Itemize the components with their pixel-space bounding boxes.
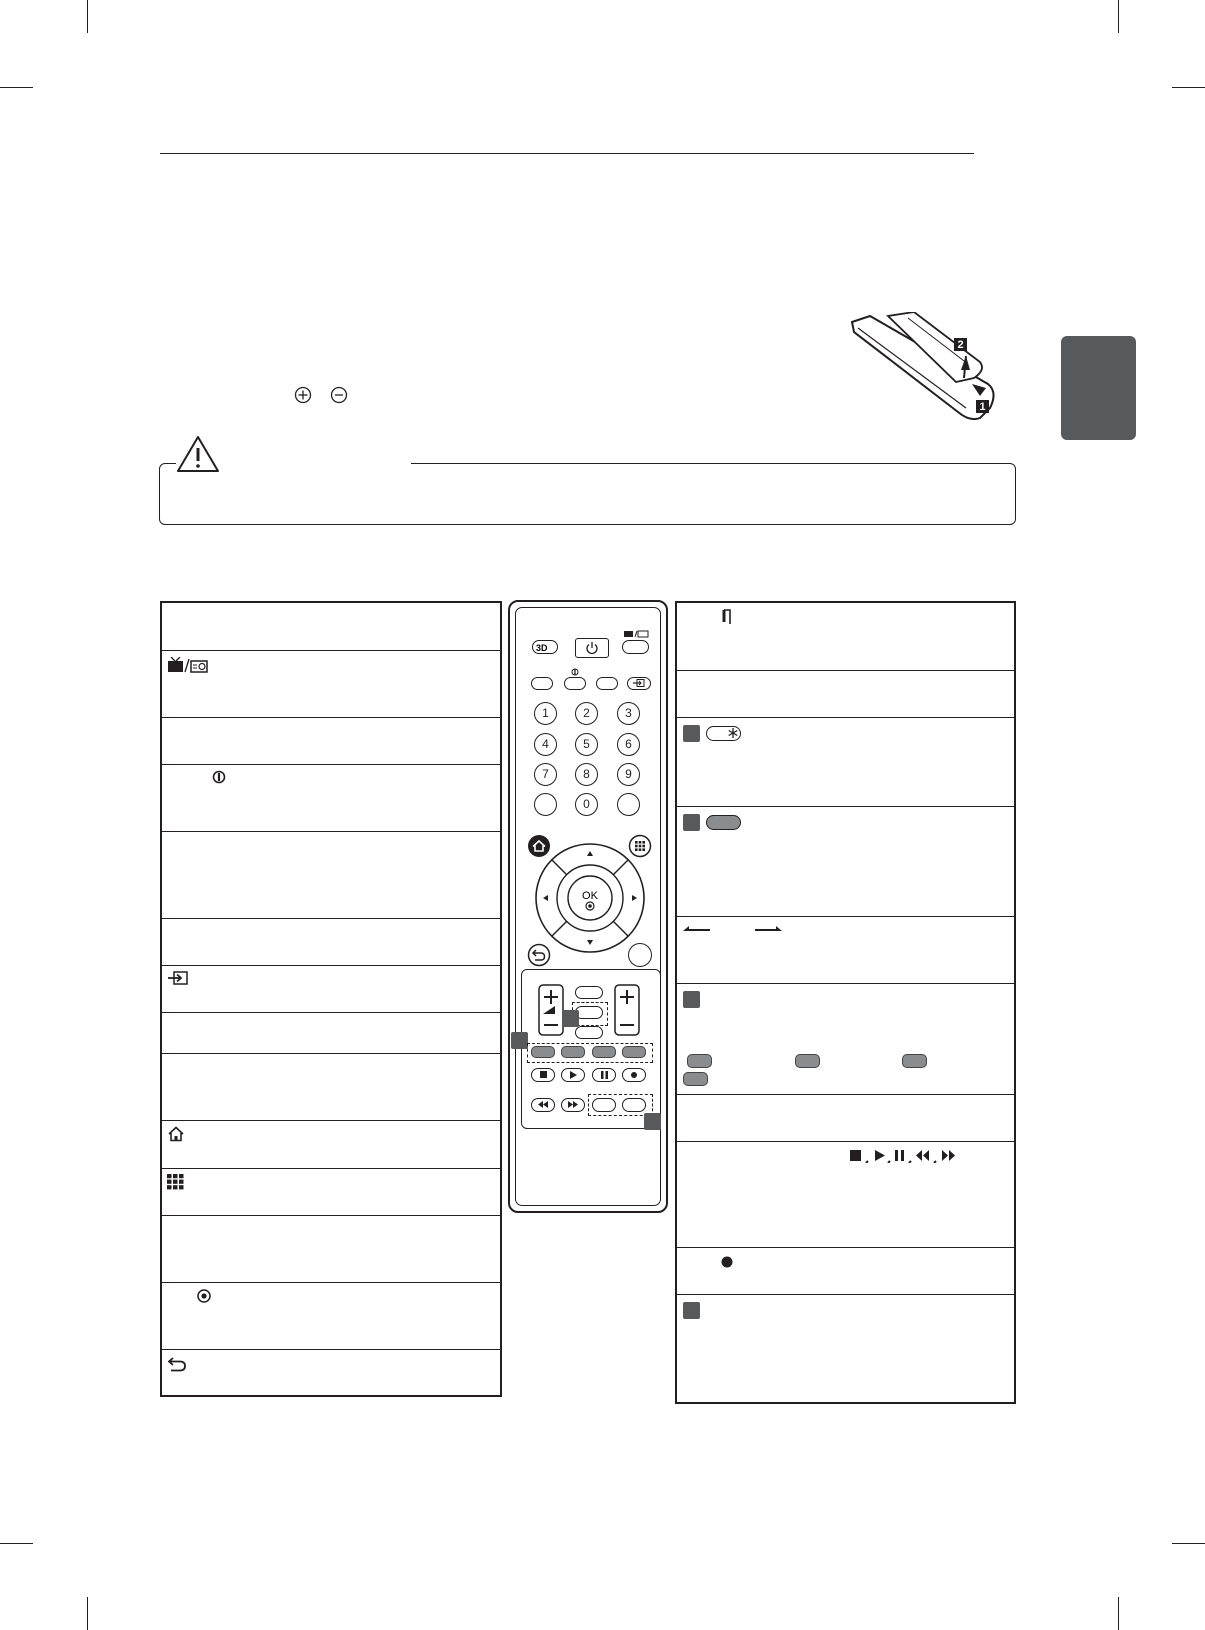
remote-stop-button bbox=[531, 1068, 555, 1082]
remote-button bbox=[596, 677, 618, 690]
stop-icon bbox=[540, 1071, 547, 1078]
language-tab bbox=[1061, 336, 1136, 440]
header-rule bbox=[160, 153, 974, 154]
callout-badge bbox=[562, 1010, 579, 1027]
color-key-red bbox=[531, 1046, 555, 1058]
grey-pill-button-icon bbox=[706, 815, 741, 830]
remote-num-5: 5 bbox=[575, 733, 598, 756]
table-row bbox=[162, 1013, 500, 1054]
fast-forward-icon bbox=[568, 1101, 578, 1108]
table-row bbox=[162, 718, 500, 765]
callout-badge bbox=[683, 1302, 700, 1319]
remote-num-0: 0 bbox=[575, 793, 598, 816]
callout-badge bbox=[683, 814, 700, 831]
input-icon bbox=[633, 679, 645, 687]
step-2-label: 2 bbox=[957, 339, 964, 351]
3d-icon bbox=[536, 642, 554, 652]
table-row bbox=[162, 651, 500, 718]
color-key-yellow bbox=[592, 1046, 616, 1058]
table-row bbox=[677, 603, 1014, 671]
table-row bbox=[677, 1295, 1014, 1402]
record-dot-icon bbox=[631, 1072, 637, 1078]
remote-subtitle-button bbox=[592, 1098, 616, 1112]
color-key-green bbox=[795, 1054, 820, 1068]
ok-label: OK bbox=[582, 890, 598, 902]
crop-mark bbox=[0, 87, 33, 88]
back-arrow-icon bbox=[167, 1356, 187, 1372]
grid-icon bbox=[167, 1174, 184, 1190]
crop-mark bbox=[87, 1597, 88, 1630]
table-row bbox=[677, 807, 1014, 917]
remote-num-8: 8 bbox=[575, 763, 598, 786]
mute-button-icon bbox=[706, 726, 741, 741]
callout-badge bbox=[683, 991, 700, 1008]
remote-num-6: 6 bbox=[617, 733, 640, 756]
table-row bbox=[677, 1142, 1014, 1248]
input-icon bbox=[167, 971, 189, 986]
record-dot-icon bbox=[721, 1256, 733, 1268]
table-row bbox=[677, 917, 1014, 984]
tv-radio-icon bbox=[167, 657, 209, 673]
table-row bbox=[162, 919, 500, 966]
remote-rewind-button bbox=[531, 1098, 555, 1112]
remote-button bbox=[622, 1098, 646, 1112]
q-menu-icon bbox=[722, 609, 732, 625]
remote-power-button bbox=[575, 638, 609, 658]
playback-controls-icon bbox=[848, 1149, 958, 1163]
battery-cover-illustration bbox=[848, 312, 1000, 432]
left-arrow-icon bbox=[683, 924, 710, 933]
callout-badge bbox=[644, 1113, 661, 1130]
play-icon bbox=[570, 1071, 577, 1079]
table-row bbox=[162, 603, 500, 651]
remote-record-button bbox=[622, 1068, 646, 1082]
table-row bbox=[162, 1350, 500, 1397]
crop-mark bbox=[1118, 1597, 1119, 1630]
remote-forward-button bbox=[561, 1098, 585, 1112]
remote-num-blank-right bbox=[617, 793, 640, 816]
table-row bbox=[162, 1121, 500, 1169]
remote-3d-button bbox=[532, 640, 558, 654]
color-key-yellow bbox=[902, 1054, 927, 1068]
table-row bbox=[677, 984, 1014, 1095]
table-row bbox=[677, 718, 1014, 807]
remote-navigation-pad bbox=[534, 842, 646, 954]
svg-text:3D: 3D bbox=[536, 643, 548, 652]
remote-q-menu-button bbox=[628, 943, 652, 967]
step-1-label: 1 bbox=[979, 401, 986, 413]
home-icon bbox=[167, 1126, 185, 1142]
remote-play-button bbox=[561, 1068, 585, 1082]
crop-mark bbox=[87, 0, 88, 33]
minus-circle-icon bbox=[330, 386, 348, 404]
remote-num-3: 3 bbox=[617, 702, 640, 725]
remote-tv-radio-button bbox=[622, 640, 649, 654]
callout-badge bbox=[683, 725, 700, 742]
caution-box bbox=[159, 463, 1016, 525]
table-row bbox=[677, 671, 1014, 718]
asterisk-icon bbox=[728, 728, 738, 738]
tv-radio-icon bbox=[623, 630, 649, 638]
remote-pause-button bbox=[592, 1068, 616, 1082]
volume-rocker bbox=[538, 984, 564, 1036]
remote-num-9: 9 bbox=[617, 763, 640, 786]
crop-mark bbox=[1172, 87, 1205, 88]
table-row bbox=[162, 1169, 500, 1216]
remote-control-illustration bbox=[508, 600, 668, 1213]
plus-circle-icon bbox=[294, 386, 312, 404]
color-key-blue bbox=[683, 1072, 708, 1086]
remote-num-1: 1 bbox=[534, 702, 557, 725]
energy-saving-icon bbox=[571, 668, 579, 676]
energy-saving-icon bbox=[212, 770, 226, 784]
remote-num-2: 2 bbox=[575, 702, 598, 725]
pause-icon bbox=[601, 1071, 608, 1079]
warning-triangle-icon bbox=[175, 434, 221, 474]
ok-icon bbox=[197, 1289, 211, 1303]
crop-mark bbox=[1118, 0, 1119, 33]
table-row bbox=[677, 1248, 1014, 1295]
remote-num-blank-left bbox=[534, 793, 557, 816]
right-function-table bbox=[675, 601, 1016, 1404]
channel-rocker bbox=[614, 984, 640, 1036]
color-key-blue bbox=[622, 1046, 646, 1058]
power-icon bbox=[585, 641, 599, 655]
table-row bbox=[677, 1095, 1014, 1142]
left-function-table bbox=[160, 601, 502, 1397]
table-row bbox=[162, 966, 500, 1013]
rewind-icon bbox=[538, 1101, 548, 1108]
table-row bbox=[162, 1283, 500, 1350]
color-key-red bbox=[687, 1054, 712, 1068]
remote-input-button bbox=[627, 677, 651, 690]
table-row bbox=[162, 765, 500, 832]
remote-energy-button bbox=[564, 677, 586, 690]
remote-num-4: 4 bbox=[534, 733, 557, 756]
back-arrow-icon bbox=[527, 943, 551, 967]
crop-mark bbox=[1172, 1543, 1205, 1544]
crop-mark bbox=[0, 1543, 33, 1544]
callout-badge bbox=[511, 1032, 528, 1049]
table-row bbox=[162, 832, 500, 919]
remote-button bbox=[575, 986, 603, 999]
remote-num-7: 7 bbox=[534, 763, 557, 786]
color-key-green bbox=[561, 1046, 585, 1058]
table-row bbox=[162, 1054, 500, 1121]
remote-button bbox=[531, 677, 553, 690]
table-row bbox=[162, 1216, 500, 1283]
remote-mute-button bbox=[575, 1026, 603, 1039]
right-arrow-icon bbox=[755, 924, 782, 933]
